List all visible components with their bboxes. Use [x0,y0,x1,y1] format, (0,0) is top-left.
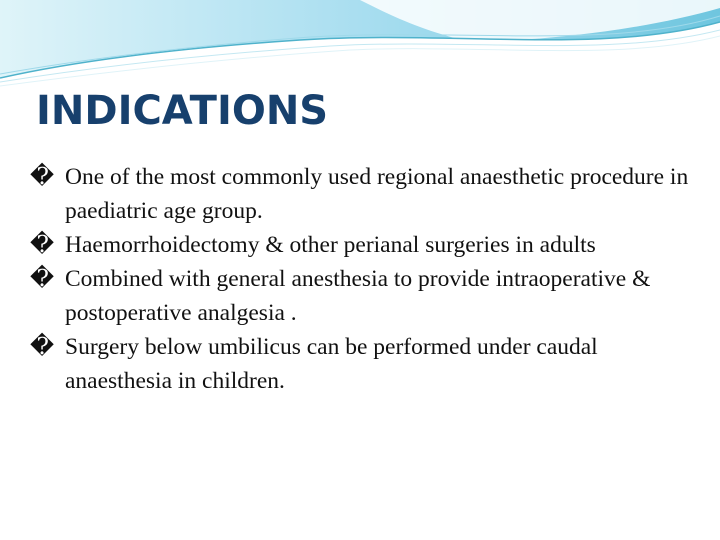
bullet-item [30,160,690,228]
header-wave-decoration [0,0,720,90]
bullet-item [30,262,690,330]
bullet-item [30,228,690,262]
bullet-marker-icon: � [30,232,55,258]
bullet-text: One of the most commonly used regional anaesthetic procedure in paediatric age group. [65,164,689,224]
bullet-marker-icon: � [30,266,55,292]
bullet-marker-icon: � [30,164,55,190]
bullet-text: Haemorrhoidectomy & other perianal surgeries in adults [65,232,596,258]
bullet-list [30,160,690,398]
slide-title: INDICATIONS [36,88,329,134]
bullet-text: Combined with general anesthesia to provide intraoperative & postoperative analgesia . [65,266,651,326]
bullet-item [30,330,690,398]
bullet-marker-icon: � [30,334,55,360]
bullet-text: Surgery below umbilicus can be performed under caudal anaesthesia in children. [65,334,598,394]
